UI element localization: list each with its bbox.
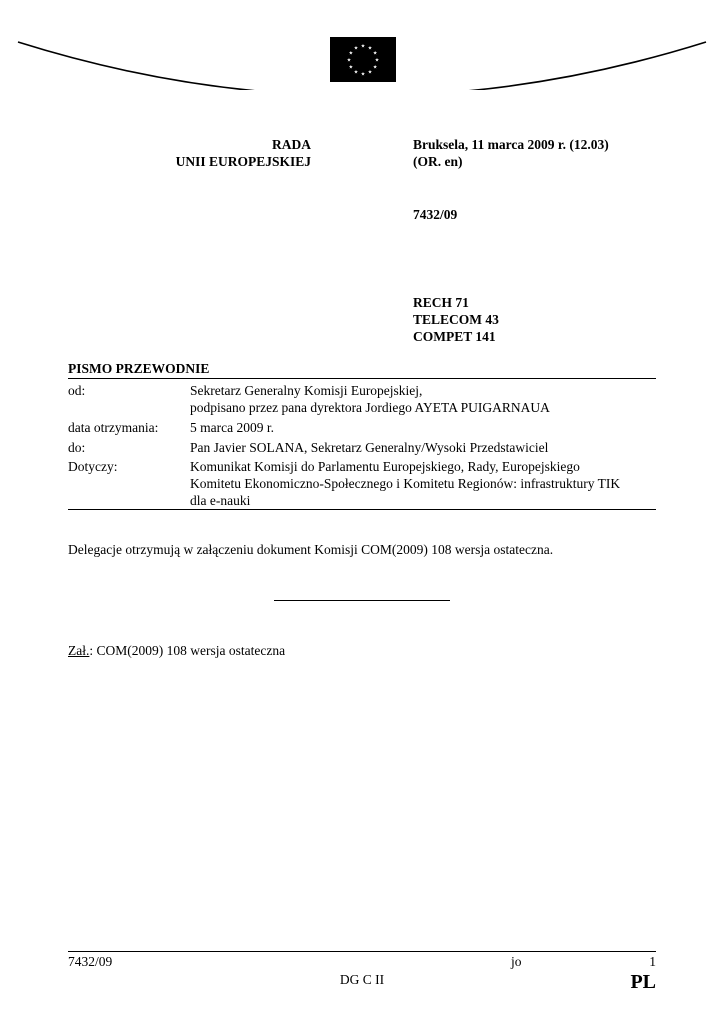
value-line: podpisano przez pana dyrektora Jordiego AYETA PUIGARNAUA bbox=[190, 400, 550, 415]
attachment-separator: : bbox=[89, 643, 97, 658]
doc-code: COMPET 141 bbox=[413, 329, 496, 344]
footer-reference: 7432/09 bbox=[68, 954, 113, 969]
cover-note-title: PISMO PRZEWODNIE bbox=[68, 361, 210, 376]
flag-star-icon: ★ bbox=[367, 46, 373, 52]
flag-star-icon: ★ bbox=[367, 70, 373, 76]
divider bbox=[68, 509, 656, 510]
footer-initials: jo bbox=[511, 954, 522, 969]
row-value-received bbox=[190, 419, 656, 436]
council-name bbox=[120, 136, 311, 170]
row-label-from: od: bbox=[68, 383, 86, 398]
row-label-received: data otrzymania: bbox=[68, 420, 159, 435]
row-value-subject bbox=[190, 458, 656, 509]
flag-star-icon: ★ bbox=[348, 65, 354, 71]
row-label-subject: Dotyczy: bbox=[68, 459, 118, 474]
document-number: 7432/09 bbox=[413, 207, 458, 222]
footer-divider bbox=[68, 951, 656, 952]
flag-star-icon: ★ bbox=[353, 46, 359, 52]
doc-code: TELECOM 43 bbox=[413, 312, 499, 327]
flag-star-icon: ★ bbox=[360, 72, 366, 78]
attachment-line bbox=[68, 643, 285, 659]
flag-star-icon: ★ bbox=[346, 58, 352, 64]
row-value-to bbox=[190, 439, 656, 456]
value-line: Sekretarz Generalny Komisji Europejskiej, bbox=[190, 383, 423, 398]
value-line: Pan Javier SOLANA, Sekretarz Generalny/Wysoki Przedstawiciel bbox=[190, 440, 549, 455]
place-date: Bruksela, 11 marca 2009 r. (12.03) bbox=[413, 137, 609, 152]
footer-page-number: 1 bbox=[649, 954, 656, 969]
eu-flag-icon bbox=[330, 37, 396, 82]
attachment-label: Zał. bbox=[68, 643, 90, 658]
doc-code: RECH 71 bbox=[413, 295, 469, 310]
flag-star-icon: ★ bbox=[372, 51, 378, 57]
flag-star-icon: ★ bbox=[372, 65, 378, 71]
separator-line bbox=[274, 600, 450, 601]
divider bbox=[68, 378, 656, 379]
row-value-from bbox=[190, 382, 656, 416]
flag-star-icon: ★ bbox=[374, 58, 380, 64]
flag-star-icon: ★ bbox=[348, 51, 354, 57]
body-text: Delegacje otrzymują w załączeniu dokument Komisji COM(2009) 108 wersja ostateczna. bbox=[68, 542, 554, 557]
attachment-value: COM(2009) 108 wersja ostateczna bbox=[96, 643, 286, 658]
footer-dg: DG C II bbox=[339, 972, 385, 987]
value-line: Komitetu Ekonomiczno-Społecznego i Komitetu Regionów: infrastruktury TIK bbox=[190, 476, 621, 491]
flag-star-icon: ★ bbox=[353, 70, 359, 76]
council-name-line2: UNII EUROPEJSKIEJ bbox=[175, 154, 311, 169]
row-label-to: do: bbox=[68, 440, 86, 455]
value-line: dla e-nauki bbox=[190, 493, 251, 508]
footer-language: PL bbox=[630, 971, 656, 993]
flag-star-icon: ★ bbox=[360, 44, 366, 50]
council-name-line1: RADA bbox=[272, 137, 311, 152]
value-line: 5 marca 2009 r. bbox=[190, 420, 274, 435]
value-line: Komunikat Komisji do Parlamentu Europejskiego, Rady, Europejskiego bbox=[190, 459, 580, 474]
original-language: (OR. en) bbox=[413, 154, 463, 169]
